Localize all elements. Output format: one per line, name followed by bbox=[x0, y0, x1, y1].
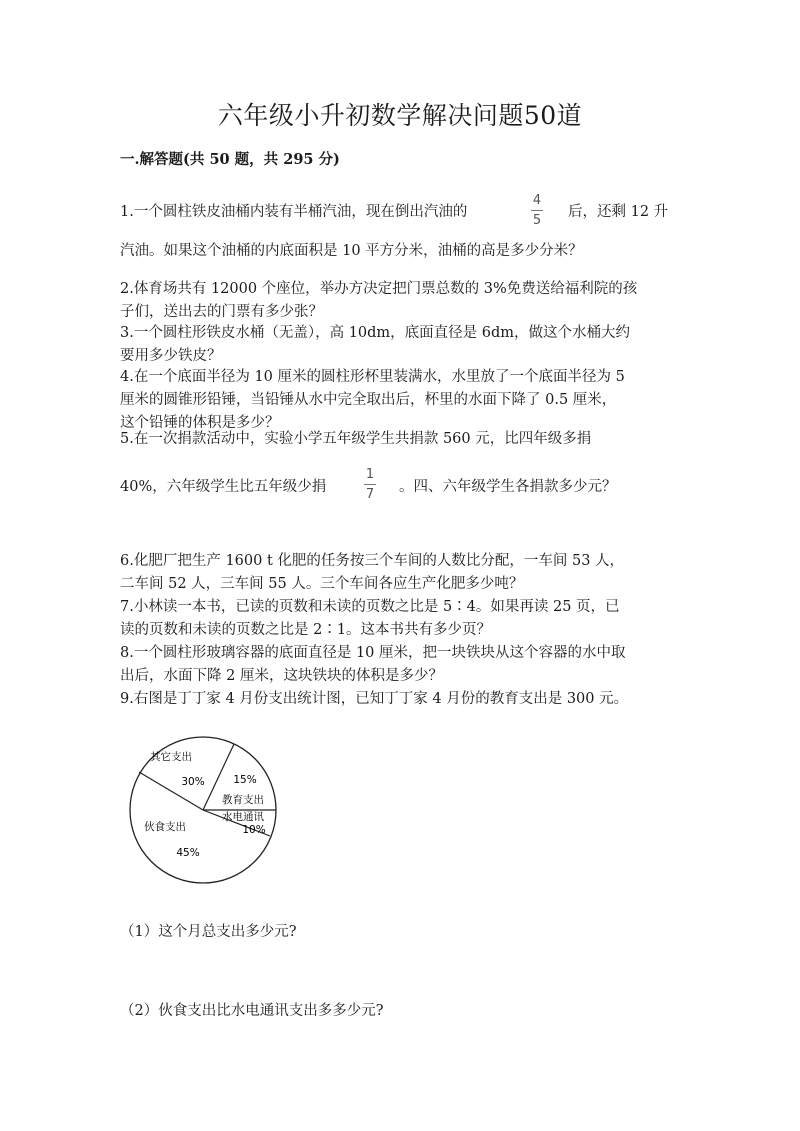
sub-question-2: （2）伙食支出比水电通讯支出多多少元? bbox=[120, 1003, 384, 1019]
question-1-line-2: 汽油。如果这个油桶的内底面积是 10 平方分米，油桶的高是多少分米？ bbox=[120, 243, 583, 259]
question-7-line-2: 读的页数和未读的页数之比是 2∶1。这本书共有多少页？ bbox=[120, 622, 492, 638]
slice-label-food: 伙食支出 bbox=[144, 821, 186, 833]
question-3-line-2: 要用多少铁皮？ bbox=[120, 348, 222, 364]
slice-value-education: 15% bbox=[233, 774, 257, 786]
question-1-line-1-tail: 后，还剩 12 升 bbox=[568, 204, 669, 220]
slice-label-other: 其它支出 bbox=[150, 751, 192, 763]
fraction-4-5: 4 5 bbox=[532, 193, 542, 228]
question-6-line-1: 6.化肥厂把生产 1600 t 化肥的任务按三个车间的人数比分配，一车间 53 人， bbox=[120, 553, 625, 569]
question-1-line-1: 1.一个圆柱铁皮油桶内装有半桶汽油，现在倒出汽油的 bbox=[120, 204, 468, 220]
slice-label-utilities: 水电通讯 bbox=[222, 811, 264, 823]
section-heading: 一.解答题(共 50 题，共 295 分) bbox=[120, 151, 340, 168]
question-8-line-2: 出后，水面下降 2 厘米，这块铁块的体积是多少？ bbox=[120, 668, 443, 684]
question-8-line-1: 8.一个圆柱形玻璃容器的底面直径是 10 厘米，把一块铁块从这个容器的水中取 bbox=[120, 645, 626, 661]
page-title: 六年级小升初数学解决问题50道 bbox=[217, 101, 583, 130]
sub-question-1: （1）这个月总支出多少元? bbox=[120, 924, 297, 940]
question-4-line-1: 4.在一个底面半径为 10 厘米的圆柱形杯里装满水，水里放了一个底面半径为 5 bbox=[120, 369, 625, 385]
question-4-line-2: 厘米的圆锥形铅锤，当铅锤从水中完全取出后，杯里的水面下降了 0.5 厘米， bbox=[120, 392, 617, 408]
question-4-line-3: 这个铅锤的体积是多少？ bbox=[120, 415, 280, 431]
slice-value-other: 30% bbox=[181, 776, 205, 788]
fraction-1-7: 1 7 bbox=[365, 467, 375, 502]
slice-value-food: 45% bbox=[176, 847, 200, 859]
pie-chart bbox=[118, 725, 288, 895]
question-5-line-1: 5.在一次捐款活动中，实验小学五年级学生共捐款 560 元，比四年级多捐 bbox=[120, 431, 592, 447]
slice-value-utilities: 10% bbox=[242, 824, 266, 836]
question-3-line-1: 3.一个圆柱形铁皮水桶（无盖），高 10dm，底面直径是 6dm，做这个水桶大约 bbox=[120, 325, 631, 341]
question-2-line-2: 子们，送出去的门票有多少张？ bbox=[120, 304, 323, 320]
question-7-line-1: 7.小林读一本书，已读的页数和未读的页数之比是 5∶4。如果再读 25 页，已 bbox=[120, 599, 620, 615]
question-2-line-1: 2.体育场共有 12000 个座位，举办方决定把门票总数的 3%免费送给福利院的孩 bbox=[120, 281, 638, 297]
slice-label-education: 教育支出 bbox=[222, 794, 264, 806]
question-5-line-2: 40%，六年级学生比五年级少捐 bbox=[120, 479, 327, 495]
question-6-line-2: 二车间 52 人，三车间 55 人。三个车间各应生产化肥多少吨？ bbox=[120, 576, 524, 592]
question-9-line-1: 9.右图是丁丁家 4 月份支出统计图，已知丁丁家 4 月份的教育支出是 300 元。 bbox=[120, 691, 629, 707]
question-5-line-2-tail: 。四、六年级学生各捐款多少元？ bbox=[399, 479, 617, 495]
